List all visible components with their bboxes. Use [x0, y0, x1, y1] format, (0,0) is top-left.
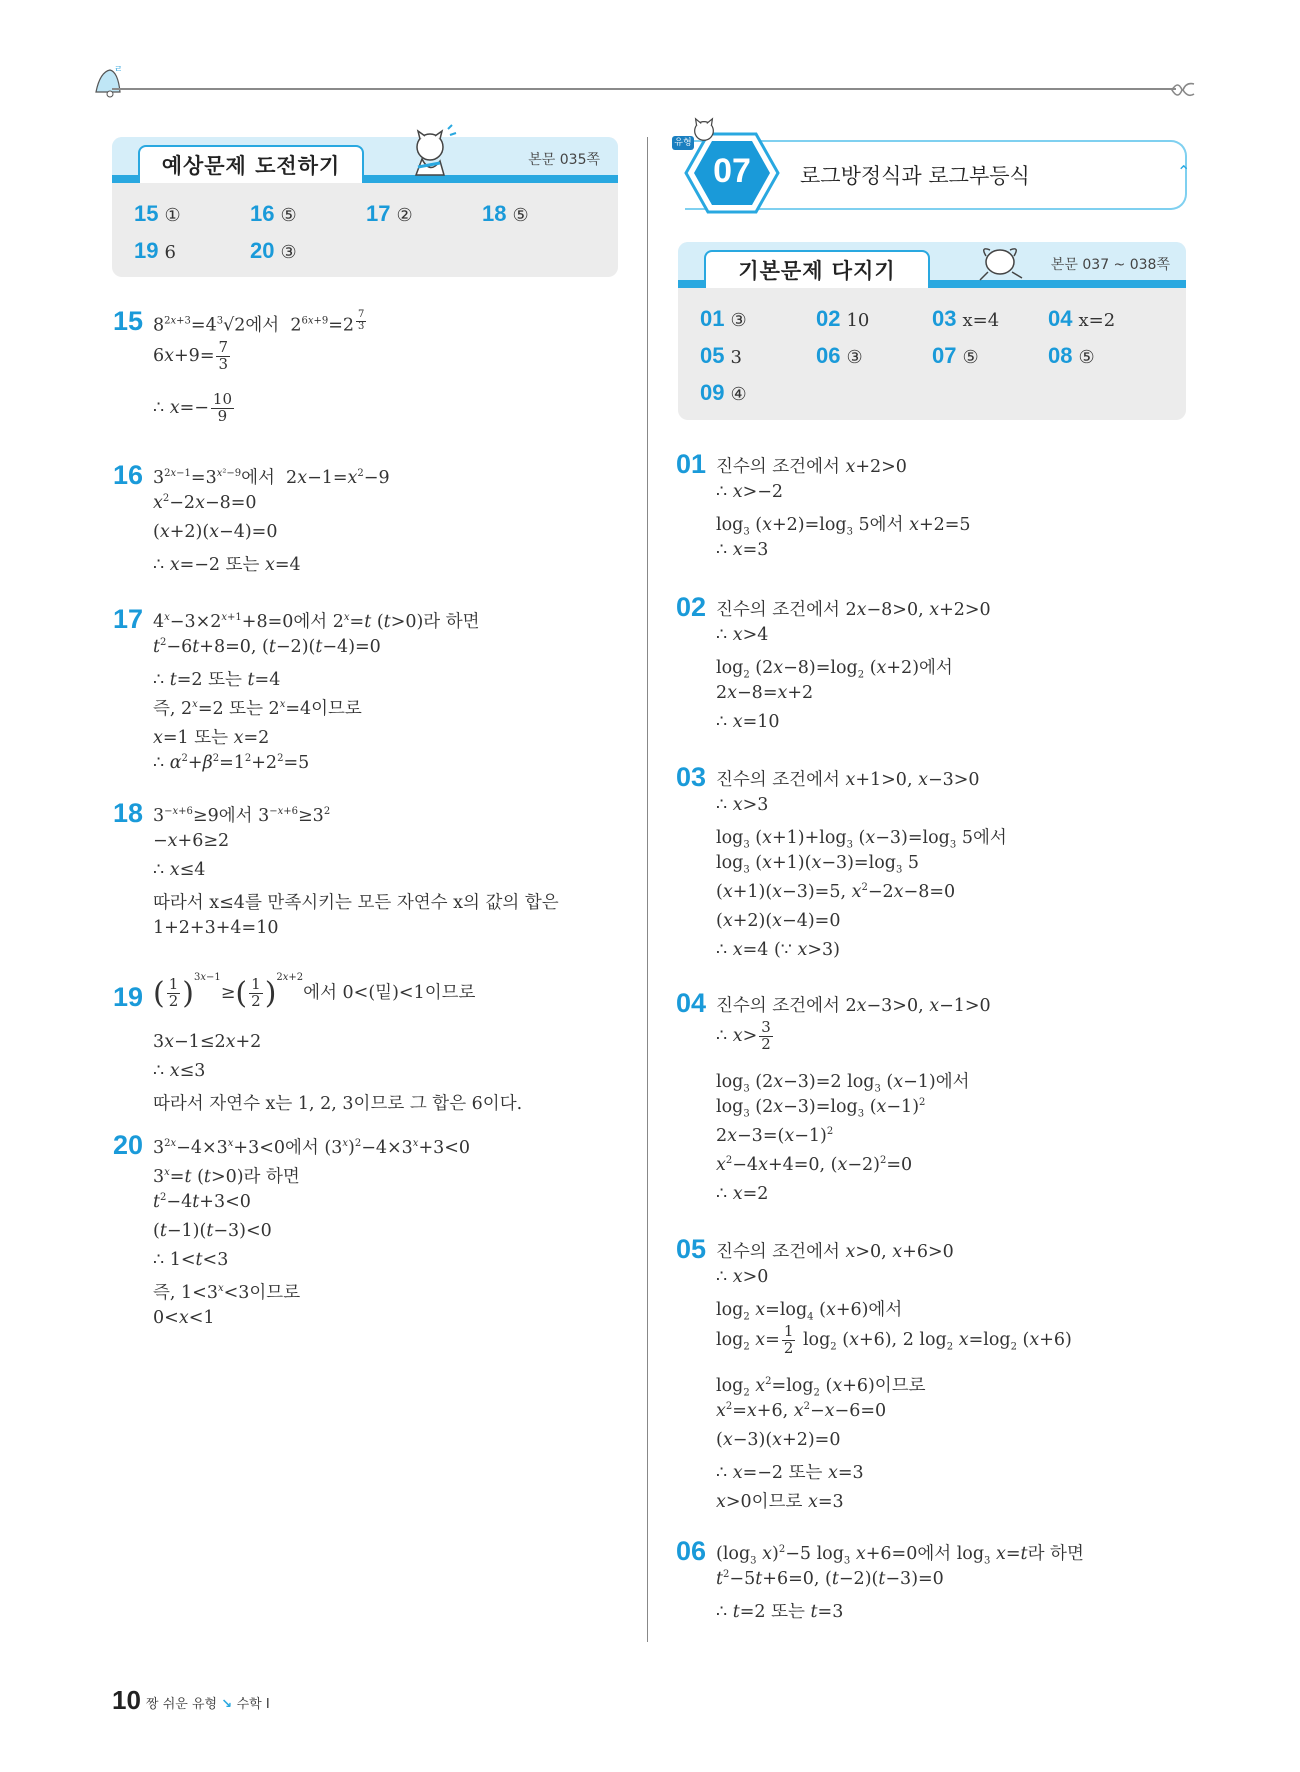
solution-line: $\log_3 (2x-3)=2$ $\log_3 (x-1)$에서: [716, 1072, 970, 1095]
ribbon-bow-icon: [1170, 78, 1196, 102]
solution-line: x=1 또는 x=2: [153, 728, 270, 748]
solution-line: ∴ x=2: [716, 1184, 769, 1204]
solution-line: $t^2-4t+3<0$: [153, 1192, 251, 1212]
solution-line: ∴ t=2 또는 t=3: [716, 1602, 844, 1622]
solution-line: $\log_2 x=$ $\frac{1}{2}$ $\log_2 (x+6)$, 2 $\log_2 x=\log_2$ (x+6): [716, 1322, 1072, 1357]
box-title: 예상문제 도전하기: [138, 145, 364, 183]
answer-item: 08 ⑤: [1048, 343, 1095, 368]
answer-item: 05 3: [700, 343, 742, 368]
solution-line: 1+2+3+4=10: [153, 918, 279, 938]
solution-line: 진수의 조건에서 x>0, x+6>0: [716, 1242, 954, 1262]
answer-item: 17 ②: [366, 201, 413, 226]
solution-line: $\log_2 (2x-8)=\log_2$ (x+2)에서: [716, 658, 953, 681]
section-number: 07: [713, 152, 751, 190]
footer-book-title: 짱 쉬운 유형 ↘ 수학 I: [146, 1697, 270, 1712]
solution-line: $3^{2x}-4\times 3^x+3<0$에서 $(3^x)^2-4\times 3^x+3<0$: [153, 1138, 471, 1158]
solution-number: 17: [113, 604, 144, 634]
solution-line: ∴ x>4: [716, 625, 769, 645]
solution-line: 진수의 조건에서 x+2>0: [716, 457, 907, 477]
solution-line: $3^{2x-1}=3^{x^2-9}$에서 $2x-1=x^2-9$: [153, 468, 390, 488]
answer-item: 15 ①: [134, 201, 181, 226]
solution-line: $8^{2x+3}=4^3√2$에서 $2^{6x+9}=2$ $^{\frac{7}{3}}$: [153, 309, 365, 336]
answer-item: 16 ⑤: [250, 201, 297, 226]
solution-number: 04: [676, 988, 707, 1018]
answer-box-expected: [112, 137, 618, 277]
solution-line: −x+6≥2: [153, 831, 230, 851]
solution-number: 05: [676, 1234, 707, 1264]
section-tag: 유형: [672, 136, 694, 150]
solution-line: ∴ x≤3: [153, 1061, 206, 1081]
solution-line: $3^{-x+6}\ge 9$에서 $3^{-x+6}\ge 3^2$: [153, 806, 331, 826]
answer-item: 19 6: [134, 238, 176, 263]
solution-line: ∴ x≤4: [153, 860, 206, 880]
solution-line: ∴ 1<t<3: [153, 1250, 229, 1270]
solution-line: (x−3)(x+2)=0: [716, 1430, 841, 1450]
solution-number: 19: [113, 982, 144, 1012]
dog-mascot-icon: [970, 236, 1030, 286]
solution-line: 진수의 조건에서 2x−8>0, x+2>0: [716, 600, 991, 620]
caret-up-icon: ⌃: [1177, 162, 1191, 181]
solution-line: $\log_3 (x+2)=\log_3$ 5에서 x+2=5: [716, 515, 971, 538]
solution-number: 18: [113, 798, 144, 828]
solution-number: 06: [676, 1536, 707, 1566]
solution-line: $\log_2 x=\log_4$ (x+6)에서: [716, 1300, 903, 1323]
solution-line: 0<x<1: [153, 1308, 215, 1328]
solution-line: 따라서 x≤4를 만족시키는 모든 자연수 x의 값의 합은: [153, 893, 559, 913]
solution-number: 15: [113, 306, 144, 336]
solution-line: ∴ x=10: [716, 712, 780, 732]
answer-item: 18 ⑤: [482, 201, 529, 226]
solution-line: $\log_2 x^2=\log_2$ (x+6)이므로: [716, 1376, 926, 1399]
solution-number: 16: [113, 460, 144, 490]
solution-line: ∴ x>3: [716, 795, 769, 815]
solution-line: ($\log_3$ x)$^2$−5 $\log_3 x+6=0$에서 $\log_3 x=t$라 하면: [716, 1544, 1084, 1567]
answer-item: 06 ③: [816, 343, 863, 368]
solution-number: 03: [676, 762, 707, 792]
solution-line: $2x-3=(x-1)^2$: [716, 1126, 834, 1146]
answer-item: 20 ③: [250, 238, 297, 263]
solution-line: 3x−1≤2x+2: [153, 1032, 262, 1052]
solution-line: (t−1)(t−3)<0: [153, 1221, 272, 1241]
page-reference: 본문 037 ~ 038쪽: [1050, 257, 1170, 273]
solution-line: (x+2)(x−4)=0: [153, 522, 278, 542]
solution-number: 01: [676, 449, 707, 479]
solution-line: ∴ x=−2 또는 x=4: [153, 555, 301, 575]
section-title: 로그방정식과 로그부등식: [800, 164, 1030, 188]
solution-line: 진수의 조건에서 2x−3>0, x−1>0: [716, 996, 991, 1016]
answer-box-basic: [678, 242, 1186, 420]
solution-line: $\log_3 (x+1)+\log_3$ $(x-3)=\log_3$ 5에서: [716, 828, 1007, 851]
solution-line: ∴ x> $\frac{3}{2}$: [716, 1018, 771, 1053]
solution-line: $t^2-6t+8=0$, (t−2)(t−4)=0: [153, 637, 381, 657]
solution-line: 6x+9= $\frac{7}{3}$: [153, 338, 229, 373]
solution-line: $3^x=t$ (t>0)라 하면: [153, 1167, 300, 1187]
arrow-icon: ↘: [221, 1697, 237, 1712]
solution-line: $x^2-2x-8=0$: [153, 493, 257, 513]
solution-line: ∴ x=3: [716, 540, 769, 560]
solution-line: x>0이므로 x=3: [716, 1492, 844, 1512]
solution-line: 따라서 자연수 x는 1, 2, 3이므로 그 합은 6이다.: [153, 1094, 523, 1114]
solution-line: $\log_3 (x+1)(x-3)=\log_3$ 5: [716, 853, 920, 876]
solution-line: $\log_3 (2x-3)=\log_3$ $(x-1)^2$: [716, 1097, 926, 1120]
answer-item: 07 ⑤: [932, 343, 979, 368]
solution-line: ∴ x>0: [716, 1267, 769, 1287]
solution-line: ∴ $\alpha^2+\beta^2=1^2+2^2=5$: [153, 753, 310, 773]
solution-number: 02: [676, 592, 707, 622]
solution-line: $x^2-4x+4=0$, $(x-2)^2=0$: [716, 1155, 913, 1175]
cat-mascot-icon: [400, 123, 460, 183]
box-title: 기본문제 다지기: [704, 250, 930, 288]
solution-line: ∴ x=4 (∵ x>3): [716, 940, 840, 960]
solution-line: 즉, $1<3^x<3$이므로: [153, 1283, 301, 1303]
answer-item: 09 ④: [700, 380, 747, 405]
solution-number: 20: [113, 1130, 144, 1160]
solution-line: 진수의 조건에서 x+1>0, x−3>0: [716, 770, 980, 790]
column-divider: [647, 137, 648, 1642]
solution-line: $t^2-5t+6=0$, (t−2)(t−3)=0: [716, 1569, 944, 1589]
answer-item: 04 x=2: [1048, 306, 1116, 331]
bell-mascot-icon: [88, 62, 128, 98]
solution-line: ∴ x=− $\frac{10}{9}$: [153, 390, 232, 425]
solution-line: $x^2=x+6$, $x^2-x-6=0$: [716, 1401, 887, 1421]
page-number: 10: [112, 1685, 141, 1715]
page-reference: 본문 035쪽: [528, 152, 600, 168]
solution-line: ∴ t=2 또는 t=4: [153, 670, 281, 690]
cat-head-icon: [690, 116, 718, 144]
solution-line: 즉, $2^x=2$ 또는 $2^x=4$이므로: [153, 699, 362, 719]
solution-line: (x+2)(x−4)=0: [716, 911, 841, 931]
solution-line: $4^x-3\times 2^{x+1}+8=0$에서 $2^x=t$ (t>0)라 하면: [153, 612, 480, 632]
solution-line: ( $\frac{1}{2}$ )$^{3x-1}$≥( $\frac{1}{2}$ )$^{2x+2}$에서 0<(밑)<1이므로: [153, 972, 476, 1011]
solution-line: (x+1)(x−3)=5, $x^2-2x-8=0$: [716, 882, 956, 902]
svg-text:ㄹ: ㄹ: [114, 65, 123, 75]
top-rule: [112, 88, 1176, 90]
solution-line: 2x−8=x+2: [716, 683, 814, 703]
solution-line: ∴ x>−2: [716, 482, 784, 502]
answer-item: 02 10: [816, 306, 870, 331]
solution-line: ∴ x=−2 또는 x=3: [716, 1463, 864, 1483]
answer-item: 01 ③: [700, 306, 747, 331]
answer-item: 03 x=4: [932, 306, 1000, 331]
